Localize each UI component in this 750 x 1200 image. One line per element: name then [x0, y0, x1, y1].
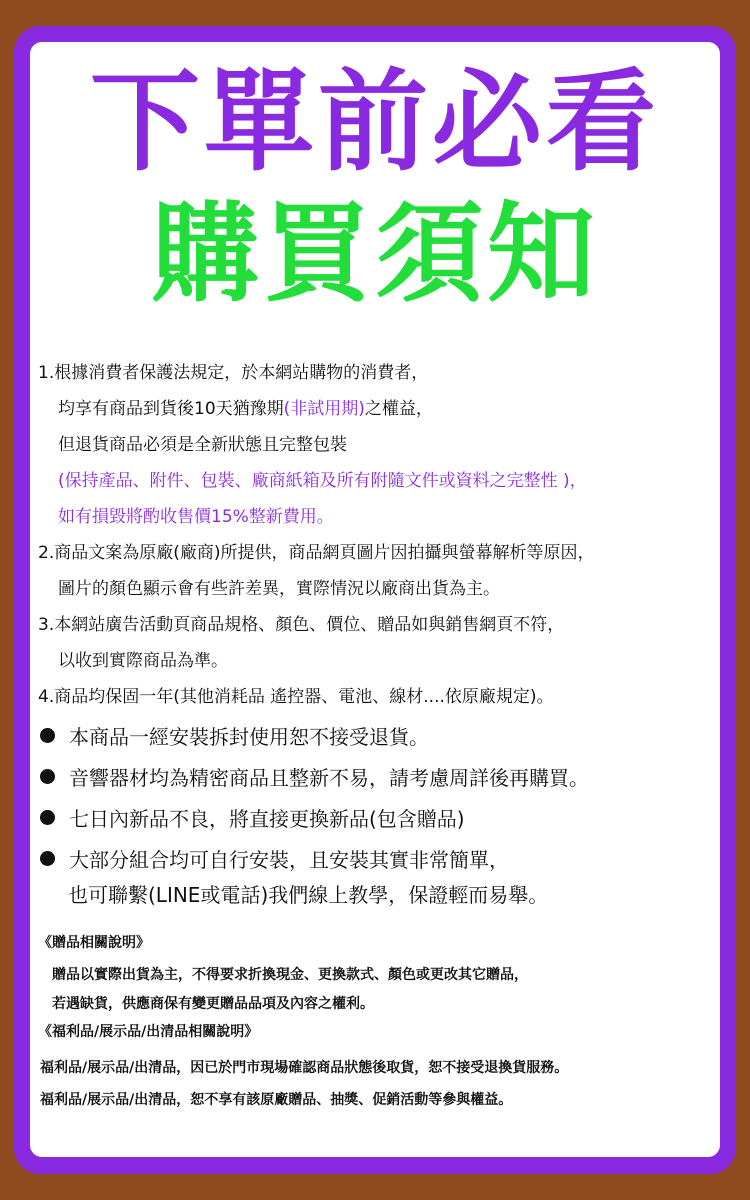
bullet-dot-icon: [40, 728, 55, 743]
bullet-text: 本商品一經安裝拆封使用恕不接受退貨。: [69, 725, 429, 749]
bullet-item: [40, 847, 509, 873]
gift-line1: 贈品以實際出貨為主，不得要求折換現金、更換款式、顏色或更改其它贈品，: [52, 967, 528, 983]
item1-line4: (保持產品、附件、包裝、廠商紙箱及所有附隨文件或資料之完整性 )，: [58, 471, 587, 491]
item1-line2: [58, 398, 433, 420]
bullet-text: 七日內新品不良，將直接更換新品(包含贈品): [69, 807, 465, 831]
item1-line2-end: 之權益，: [364, 399, 433, 419]
sub-title: 購買須知: [150, 192, 599, 317]
bullet-dot-icon: [40, 851, 55, 866]
outlet-line1: 福利品/展示品/出清品，因已於門市現場確認商品狀態後取貨，恕不接受退換貨服務。: [40, 1060, 569, 1076]
bullet-text: 音響器材均為精密商品且整新不易，請考慮周詳後再購買。: [69, 766, 589, 790]
item2-line2: 圖片的顏色顯示會有些許差異，實際情況以廠商出貨為主。: [58, 579, 500, 599]
bullet-dot-icon: [40, 769, 55, 784]
item2-line1: 2.商品文案為原廠(廠商)所提供，商品網頁圖片因拍攝與螢幕解析等原因，: [38, 543, 595, 563]
item3-line1: 3.本網站廣告活動頁商品規格、顏色、價位、贈品如與銷售網頁不符，: [38, 615, 565, 635]
bullet-text: 大部分組合均可自行安裝，且安裝其實非常簡單，: [69, 848, 509, 872]
item1-line5: 如有損毀將酌收售價15%整新費用。: [58, 507, 334, 527]
bullet-item: [40, 765, 589, 791]
bullet-item: [40, 806, 465, 832]
item4-line1: 4.商品均保固一年(其他消耗品 遙控器、電池、線材....依原廠規定)。: [38, 687, 554, 707]
bullet-item: [40, 724, 429, 750]
trial-period-note: (非試用期): [283, 399, 365, 419]
outlet-line2: 福利品/展示品/出清品，恕不享有該原廠贈品、抽獎、促銷活動等參與權益。: [40, 1092, 513, 1108]
item1-line3: 但退貨商品必須是全新狀態且完整包裝: [58, 435, 347, 455]
outlet-heading: 《福利品/展示品/出清品相關說明》: [38, 1024, 259, 1040]
item1-line2-text: 均享有商品到貨後10天猶豫期: [58, 399, 284, 419]
bullet-continuation: 也可聯繫(LINE或電話)我們線上教學，保證輕而易舉。: [68, 883, 549, 907]
item3-line2: 以收到實際商品為準。: [58, 651, 228, 671]
gift-line2: 若遇缺貨，供應商保有變更贈品品項及內容之權利。: [52, 996, 374, 1012]
item1-line1: 1.根據消費者保護法規定，於本網站購物的消費者，: [38, 363, 429, 383]
main-title: 下單前必看: [90, 58, 660, 186]
gift-heading: 《贈品相關說明》: [38, 935, 150, 951]
bullet-dot-icon: [40, 810, 55, 825]
